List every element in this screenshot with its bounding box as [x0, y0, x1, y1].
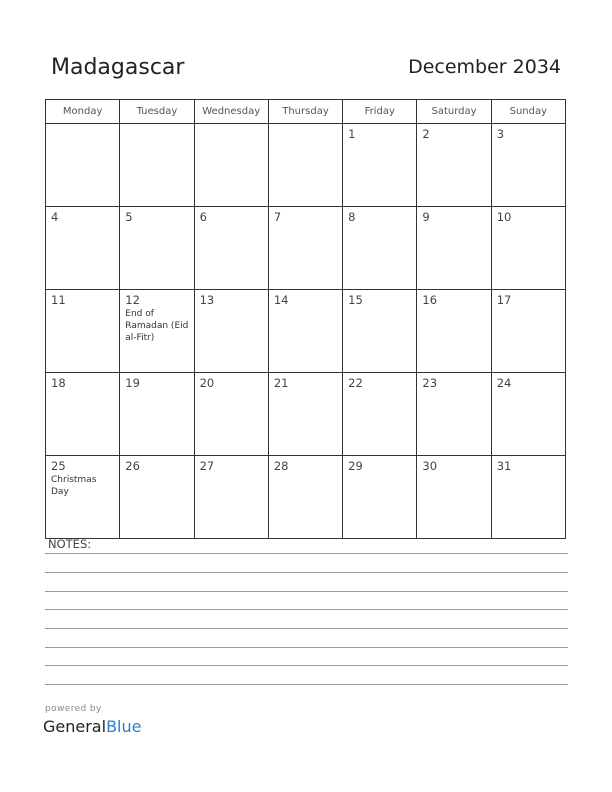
day-cell [46, 207, 120, 290]
holiday-label: Christmas Day [51, 475, 97, 497]
day-cell [120, 373, 194, 456]
day-number: 5 [125, 210, 133, 224]
day-cell [120, 124, 194, 207]
day-number: 8 [348, 210, 356, 224]
weekday-header: Thursday [268, 100, 342, 124]
notes-line [45, 684, 568, 685]
day-cell [491, 373, 565, 456]
day-number: 20 [199, 376, 215, 390]
week-row [46, 456, 566, 539]
day-number: 11 [51, 293, 66, 307]
day-number: 4 [51, 210, 59, 224]
week-row [46, 207, 566, 290]
notes-line [45, 628, 568, 629]
day-cell [417, 290, 491, 373]
brand-logo-part1: General [43, 717, 107, 736]
powered-by-text: powered by [45, 704, 102, 714]
week-row [46, 124, 566, 207]
notes-line [45, 591, 568, 592]
day-cell [268, 290, 342, 373]
day-cell [194, 290, 268, 373]
day-number: 2 [422, 127, 430, 141]
weekday-header: Saturday [417, 100, 491, 124]
day-number: 13 [199, 293, 215, 307]
day-number: 24 [496, 376, 512, 390]
day-cell [491, 456, 565, 539]
day-cell [491, 290, 565, 373]
day-number: 26 [125, 459, 140, 473]
day-cell [491, 124, 565, 207]
weekday-header-row [46, 100, 566, 124]
day-number: 7 [273, 210, 282, 224]
day-cell [194, 207, 268, 290]
day-cell [343, 124, 417, 207]
day-number: 15 [348, 293, 363, 307]
day-number: 18 [51, 376, 66, 390]
day-cell [343, 290, 417, 373]
day-number: 23 [422, 376, 438, 390]
notes-line [45, 572, 568, 573]
day-number: 31 [496, 459, 512, 473]
day-number: 10 [496, 210, 512, 224]
day-number: 3 [496, 127, 505, 141]
day-cell [120, 207, 194, 290]
day-number: 29 [348, 459, 363, 473]
day-number: 9 [422, 210, 430, 224]
weekday-header: Sunday [491, 100, 565, 124]
day-number: 28 [273, 459, 289, 473]
week-row [46, 290, 566, 373]
country-title: Madagascar [51, 55, 185, 80]
day-number: 27 [199, 459, 215, 473]
day-number: 14 [273, 293, 289, 307]
day-cell [46, 373, 120, 456]
day-cell [417, 124, 491, 207]
day-cell [46, 290, 120, 373]
day-cell [194, 373, 268, 456]
holiday-label: End of Ramadan (Eid al-Fitr) [125, 309, 189, 343]
day-number: 19 [125, 376, 140, 390]
day-number: 30 [422, 459, 438, 473]
day-number: 16 [422, 293, 438, 307]
week-row [46, 373, 566, 456]
day-cell [268, 456, 342, 539]
day-cell [194, 124, 268, 207]
notes-label: NOTES: [48, 537, 92, 551]
day-cell [417, 373, 491, 456]
weekday-header: Friday [343, 100, 417, 124]
day-cell [46, 124, 120, 207]
notes-line [45, 647, 568, 648]
day-cell [491, 207, 565, 290]
weekday-header: Tuesday [120, 100, 194, 124]
day-cell [120, 456, 194, 539]
weekday-header: Monday [46, 100, 120, 124]
day-cell [268, 124, 342, 207]
day-cell [343, 207, 417, 290]
notes-line [45, 553, 568, 554]
day-cell [120, 290, 194, 373]
day-cell [343, 373, 417, 456]
day-cell [268, 207, 342, 290]
notes-line [45, 665, 568, 666]
brand-logo [43, 717, 141, 736]
day-cell [343, 456, 417, 539]
day-cell [268, 373, 342, 456]
day-cell [194, 456, 268, 539]
notes-line [45, 609, 568, 610]
day-number: 17 [496, 293, 512, 307]
day-cell [417, 456, 491, 539]
day-cell [417, 207, 491, 290]
day-number: 25 [51, 459, 66, 473]
day-number: 6 [199, 210, 207, 224]
day-number: 1 [348, 127, 356, 141]
day-number: 21 [273, 376, 289, 390]
month-title: December 2034 [408, 56, 561, 78]
day-cell [46, 456, 120, 539]
day-number: 12 [125, 293, 140, 307]
weekday-header: Wednesday [194, 100, 268, 124]
brand-logo-part2: Blue [106, 717, 142, 736]
calendar-grid [45, 99, 566, 539]
day-number: 22 [348, 376, 363, 390]
